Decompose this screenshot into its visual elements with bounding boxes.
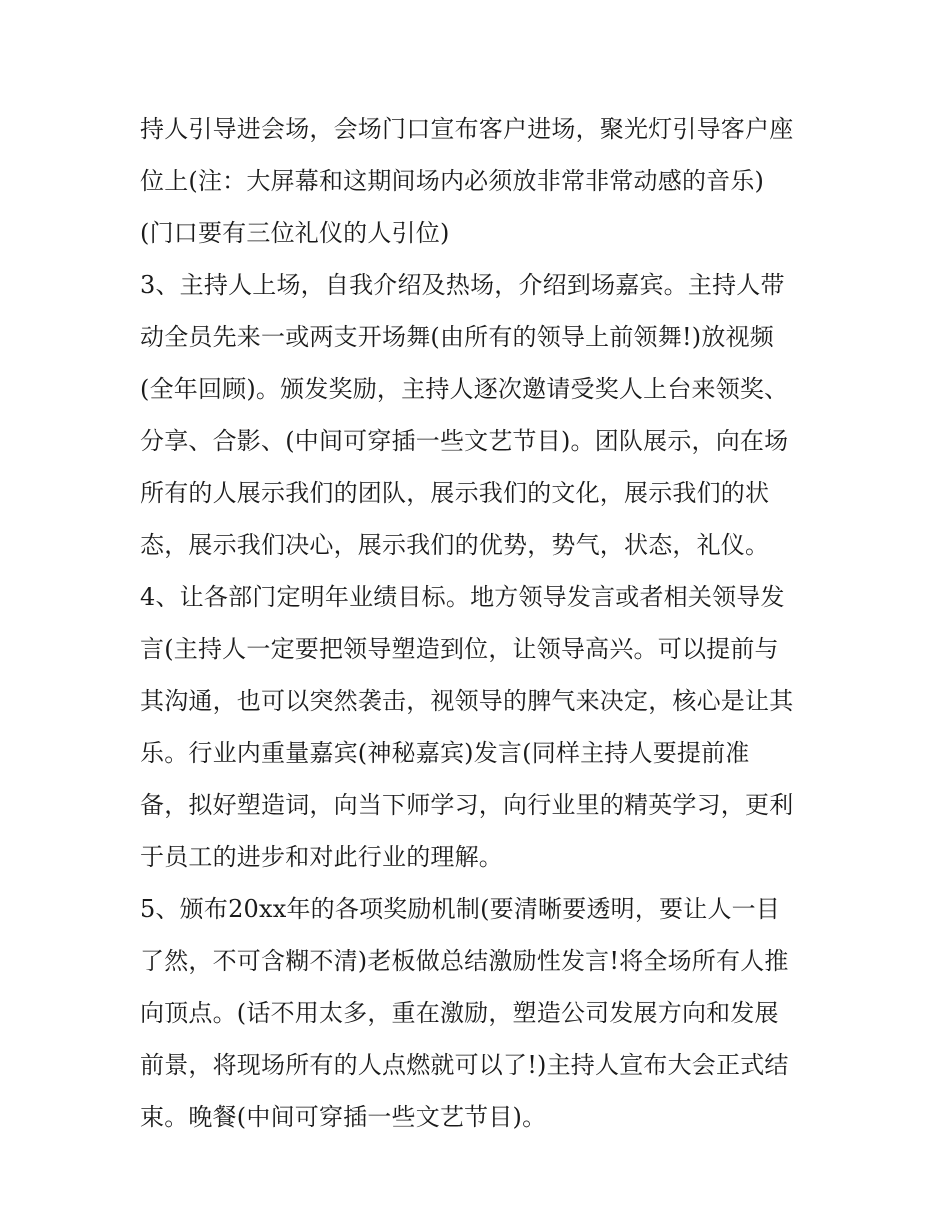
text-line: 所有的人展示我们的团队，展示我们的文化，展示我们的状 (140, 479, 770, 507)
text-line: 动全员先来一或两支开场舞(由所有的领导上前领舞!)放视频 (140, 323, 774, 351)
text-line: 位上(注：大屏幕和这期间场内必须放非常非常动感的音乐) (140, 167, 765, 195)
text-line: (全年回顾)。颁发奖励，主持人逐次邀请受奖人上台来领奖、 (140, 375, 789, 403)
text-line: 向顶点。(话不用太多，重在激励，塑造公司发展方向和发展 (140, 999, 779, 1027)
text-line: (门口要有三位礼仪的人引位) (140, 219, 450, 247)
text-line: 分享、合影、(中间可穿插一些文艺节目)。团队展示，向在场 (140, 427, 789, 455)
text-line: 4、让各部门定明年业绩目标。地方领导发言或者相关领导发 (140, 583, 785, 611)
text-line: 了然，不可含糊不清)老板做总结激励性发言!将全场所有人推 (140, 947, 789, 975)
text-line: 持人引导进会场，会场门口宣布客户进场，聚光灯引导客户座 (140, 115, 794, 143)
text-line: 言(主持人一定要把领导塑造到位，让领导高兴。可以提前与 (140, 635, 779, 663)
text-line: 备，拟好塑造词，向当下师学习，向行业里的精英学习，更利 (140, 791, 794, 819)
text-line: 3、主持人上场，自我介绍及热场，介绍到场嘉宾。主持人带 (140, 271, 785, 299)
text-line: 其沟通，也可以突然袭击，视领导的脾气来决定，核心是让其 (140, 687, 794, 715)
text-line: 乐。行业内重量嘉宾(神秘嘉宾)发言(同样主持人要提前准 (140, 739, 750, 767)
text-line: 前景，将现场所有的人点燃就可以了!)主持人宣布大会正式结 (140, 1051, 789, 1079)
text-line: 于员工的进步和对此行业的理解。 (140, 843, 503, 871)
text-line: 束。晚餐(中间可穿插一些文艺节目)。 (140, 1103, 547, 1131)
text-line: 态，展示我们决心，展示我们的优势，势气，状态，礼仪。 (140, 531, 770, 559)
text-line: 5、颁布20xx年的各项奖励机制(要清晰要透明，要让人一目 (140, 895, 781, 923)
document-body (140, 103, 820, 1143)
